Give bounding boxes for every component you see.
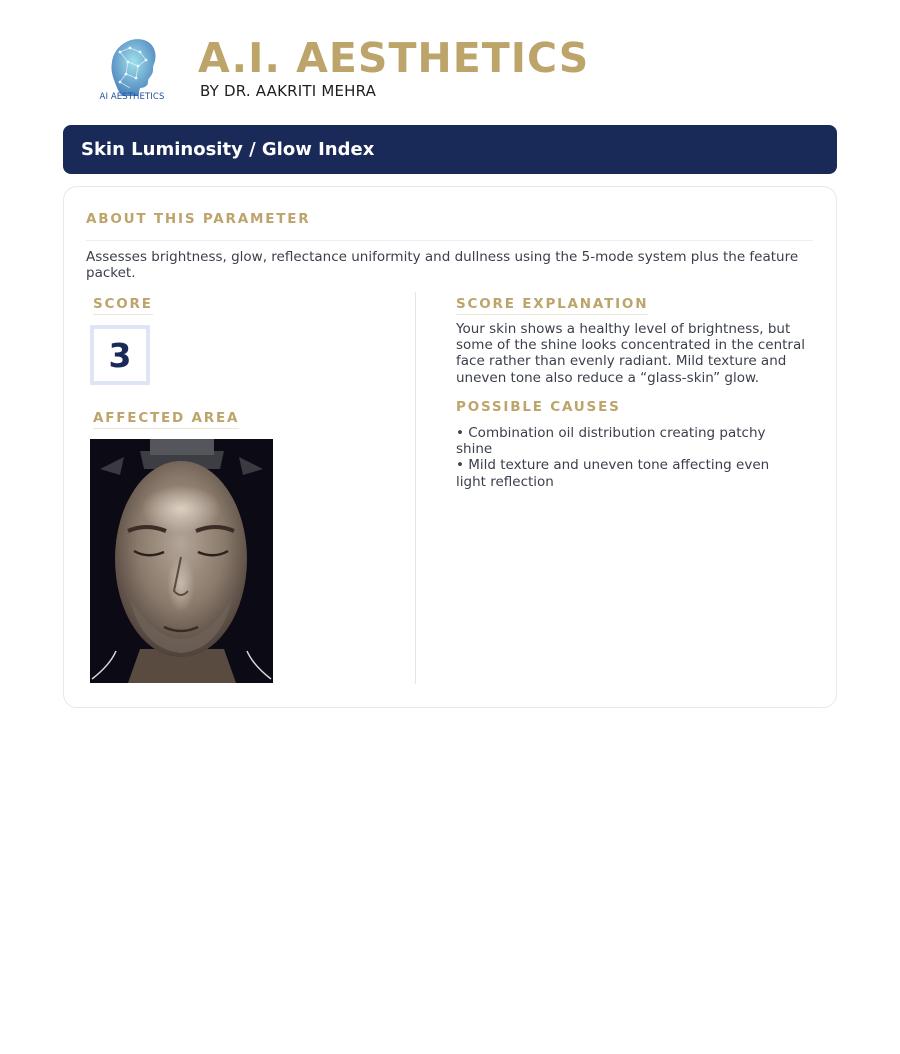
about-label: ABOUT THIS PARAMETER [86,211,311,227]
affected-area-photo [90,439,273,683]
logo-wordmark: AI AESTHETICS [99,92,165,102]
about-text: Assesses brightness, glow, reflectance uniformity and dullness using the 5-mode system plus the feature packet. [86,249,799,281]
parameter-banner [63,125,837,174]
possible-causes-list [456,425,786,490]
score-explanation-text: Your skin shows a healthy level of brightness, but some of the shine looks concentrated in the central face rather than evenly radiant. Mild texture and uneven tone also reduce a “glass-skin” glow. [456,321,805,386]
parameter-card [63,186,837,708]
score-box [90,325,150,385]
score-label: SCORE [93,296,153,315]
brand-subtitle: BY DR. AAKRITI MEHRA [200,82,377,100]
brand-title: A.I. AESTHETICS [198,34,590,82]
column-divider [415,292,416,684]
about-divider [86,240,813,241]
score-value: 3 [108,335,132,375]
affected-area-label: AFFECTED AREA [93,410,239,429]
list-item: • Combination oil distribution creating patchy shine [456,425,766,458]
possible-causes-label: POSSIBLE CAUSES [456,399,621,415]
list-item: • Mild texture and uneven tone affecting even light reflection [456,457,770,490]
score-explanation-label: SCORE EXPLANATION [456,296,648,315]
parameter-title: Skin Luminosity / Glow Index [81,139,375,160]
